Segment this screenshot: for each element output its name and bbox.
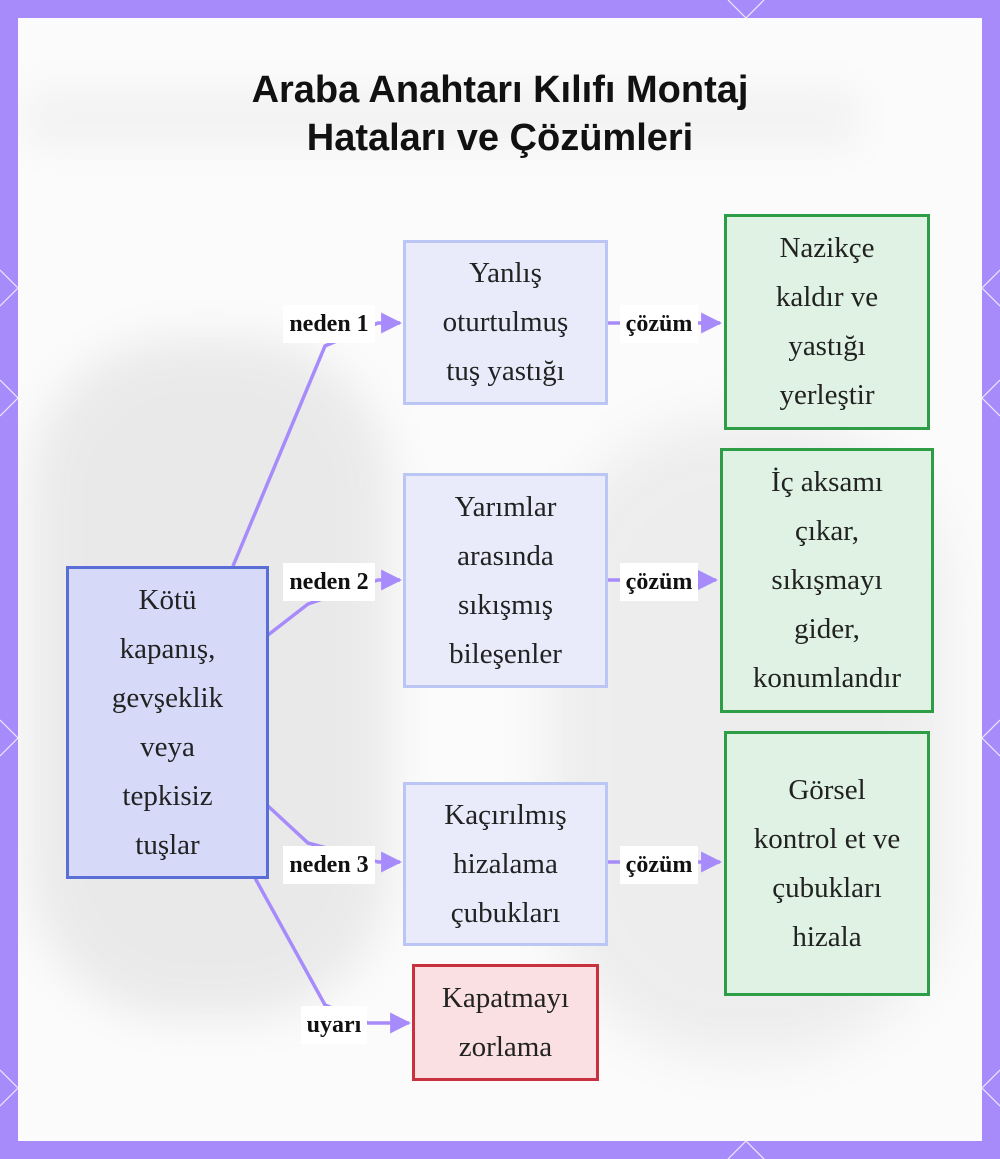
solution-2-text: İç aksamı çıkar, sıkışmayı gider, konumlandır bbox=[752, 466, 902, 694]
problem-node bbox=[66, 566, 269, 879]
solution-node-2 bbox=[720, 448, 934, 713]
edge-label-cozum-1: çözüm bbox=[620, 305, 698, 343]
cause-2-text: Yarımlar arasında sıkışmış bileşenler bbox=[449, 490, 562, 670]
problem-text: Kötü kapanış, gevşeklik veya tepkisiz tuşlar bbox=[111, 583, 224, 861]
cause-3-text: Kaçırılmış hizalama çubukları bbox=[444, 798, 567, 929]
edge-label-neden-3: neden 3 bbox=[283, 846, 375, 884]
warning-text: Kapatmayı zorlama bbox=[441, 981, 570, 1063]
cause-1-text: Yanlış oturtulmuş tuş yastığı bbox=[442, 257, 569, 387]
edge-label-neden-2: neden 2 bbox=[283, 563, 375, 601]
edge-label-neden-1: neden 1 bbox=[283, 305, 375, 343]
title-line-1: Araba Anahtarı Kılıfı Montaj bbox=[251, 69, 749, 111]
solution-node-1 bbox=[724, 214, 930, 430]
cause-node-3 bbox=[403, 782, 608, 946]
cause-node-1 bbox=[403, 240, 608, 405]
edge-label-uyari: uyarı bbox=[301, 1006, 367, 1044]
title-line-2: Hataları ve Çözümleri bbox=[306, 117, 694, 159]
cause-node-2 bbox=[403, 473, 608, 688]
edge-label-cozum-2: çözüm bbox=[620, 563, 698, 601]
edge-problem-to-cause-1 bbox=[233, 323, 400, 566]
warning-node bbox=[412, 964, 599, 1081]
edge-problem-to-warning bbox=[255, 878, 409, 1023]
solution-3-text: Görsel kontrol et ve çubukları hizala bbox=[753, 773, 901, 953]
edge-label-cozum-3: çözüm bbox=[620, 846, 698, 884]
solution-1-text: Nazikçe kaldır ve yastığı yerleştir bbox=[775, 232, 879, 411]
solution-node-3 bbox=[724, 731, 930, 996]
